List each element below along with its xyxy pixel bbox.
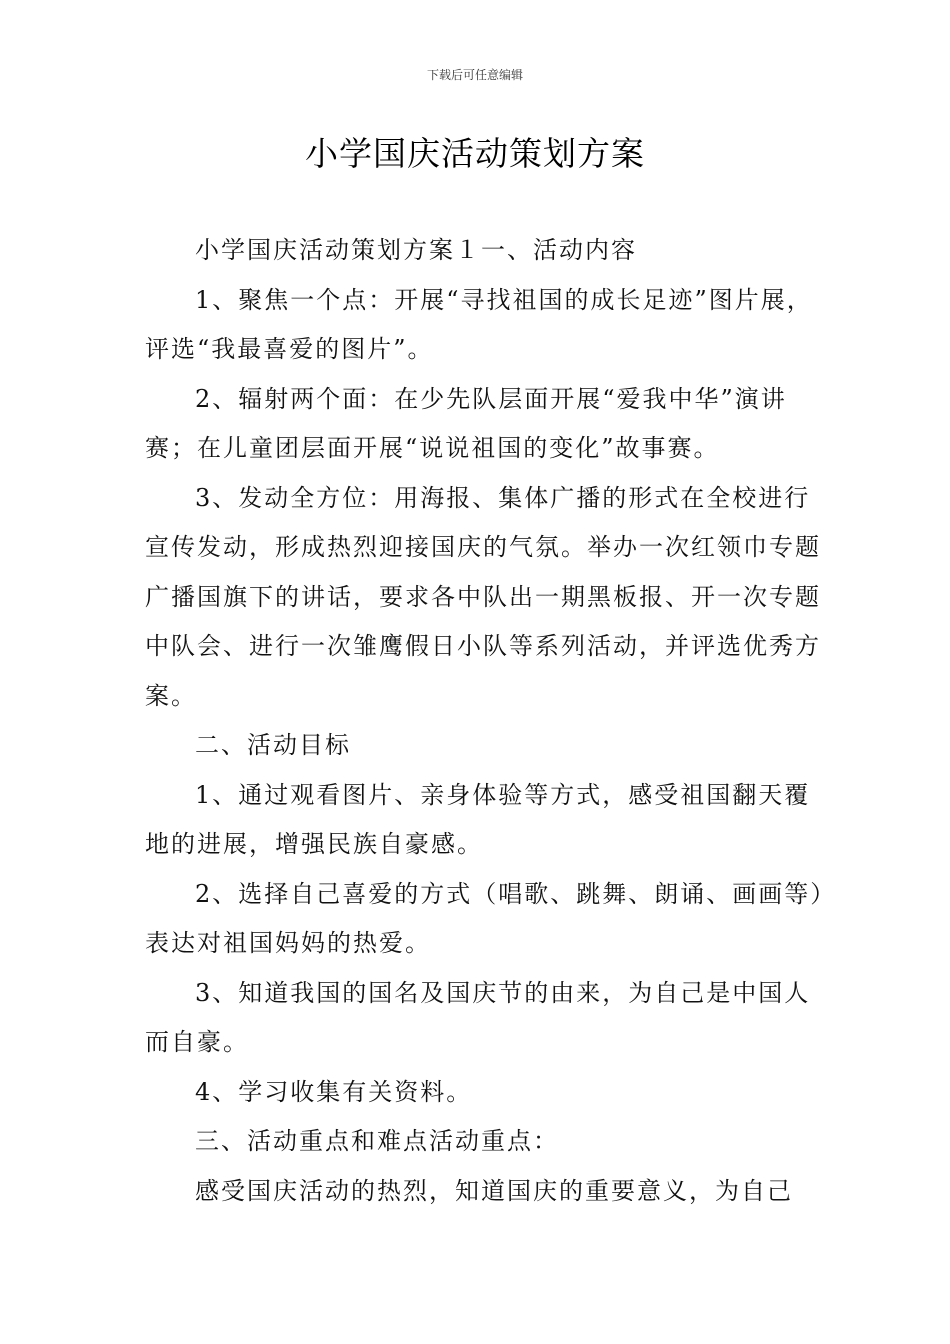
paragraph-goal-3: 3、知道我国的国名及国庆节的由来，为自己是中国人而自豪。 [145, 978, 811, 1056]
section-heading-goals: 二、活动目标 [195, 731, 351, 759]
section-heading-focus: 三、活动重点和难点活动重点： [195, 1127, 559, 1155]
paragraph-content-3: 3、发动全方位：用海报、集体广播的形式在全校进行宣传发动，形成热烈迎接国庆的气氛。举办一次红领巾专题广播国旗下的讲话，要求各中队出一期黑板报、开一次专题中队会、进行一次雏鹰假日小队等系列活动，并评选优秀方案。 [145, 483, 821, 710]
paragraph-goal-2: 2、选择自己喜爱的方式（唱歌、跳舞、朗诵、画画等）表达对祖国妈妈的热爱。 [145, 879, 825, 957]
paragraph-content-2: 2、辐射两个面：在少先队层面开展“爱我中华”演讲赛；在儿童团层面开展“说说祖国的变化”故事赛。 [145, 384, 787, 462]
header-note: 下载后可任意编辑 [426, 68, 523, 82]
document-title: 小学国庆活动策划方案 [305, 134, 645, 173]
document-body [145, 226, 825, 1216]
paragraph-goal-4: 4、学习收集有关资料。 [195, 1077, 473, 1106]
paragraph-content-1: 1、聚焦一个点：开展“寻找祖国的成长足迹”图片展，评选“我最喜爱的图片”。 [145, 285, 813, 363]
paragraph-focus-1: 感受国庆活动的热烈，知道国庆的重要意义，为自己 [195, 1176, 793, 1205]
paragraph-intro: 小学国庆活动策划方案１一、活动内容 [195, 236, 637, 264]
paragraph-goal-1: 1、通过观看图片、亲身体验等方式，感受祖国翻天覆地的进展，增强民族自豪感。 [145, 780, 811, 858]
